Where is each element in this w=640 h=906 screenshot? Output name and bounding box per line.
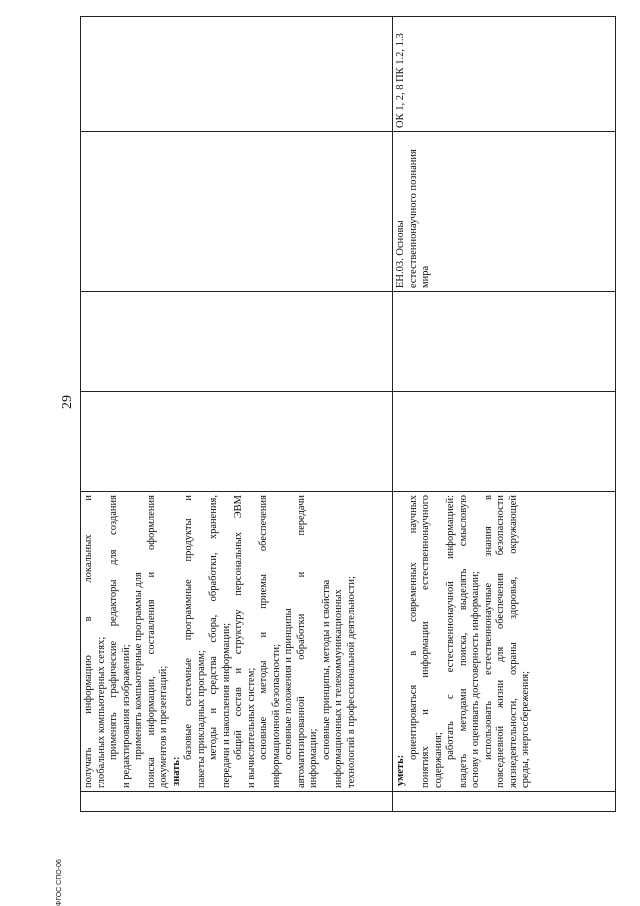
text-line: основу и оценивать достоверность информации; — [470, 571, 481, 788]
text-line: основные положения и принципы — [283, 608, 294, 760]
text-line: понятиях и информации естественнонаучного — [420, 495, 431, 788]
hours-discipline-cell — [393, 292, 616, 392]
section-heading: уметь: — [395, 754, 406, 786]
knowledge-cell — [393, 492, 616, 792]
text-line: методы и средства сбора, обработки, хранения, — [208, 495, 219, 760]
competencies-cell — [393, 17, 616, 132]
text-line: передачи и накопления информации; — [220, 622, 232, 788]
discipline-cell — [393, 132, 616, 292]
index-cell — [81, 792, 393, 812]
text-line: автоматизированной обработки и передачи — [295, 495, 307, 788]
text-line: применять графические редакторы для создания — [108, 495, 119, 760]
discipline-cell — [81, 132, 393, 292]
text-line: жизнедеятельности, охраны здоровья, окружающей — [507, 495, 519, 788]
text-line: среды, энергосбережения; — [520, 671, 531, 788]
index-cell — [393, 792, 616, 812]
text-line: получать информацию в локальных и — [83, 495, 94, 788]
competencies-cell — [81, 17, 393, 132]
discipline-name: ЕН.03. Основы естественнонаучного познания мира — [395, 149, 431, 288]
text-line: использовать естественнонаучные знания в — [482, 495, 494, 760]
text-line: глобальных компьютерных сетях; — [95, 636, 107, 788]
text-line: пакеты прикладных программ; — [195, 650, 207, 788]
knowledge-cell — [81, 492, 393, 792]
text-line: повседневной жизни для обеспечения безопасности — [495, 495, 506, 788]
text-line: информационной безопасности; — [270, 643, 282, 788]
text-line: основные методы и приемы обеспечения — [258, 495, 269, 760]
text-line: технологий в профессиональной деятельности; — [345, 576, 357, 788]
hours-cell — [81, 392, 393, 492]
text-line: общий состав и структуру персональных ЭВМ — [233, 495, 244, 760]
text-line: информации; — [308, 728, 319, 788]
text-line: и вычислительных систем; — [245, 667, 257, 788]
text-line: содержания; — [432, 732, 444, 788]
text-line: основные принципы, методы и свойства — [320, 579, 332, 760]
hours-discipline-cell — [81, 292, 393, 392]
page-number: 29 — [60, 395, 75, 409]
table-row — [393, 17, 616, 812]
section-heading: знать: — [170, 756, 182, 786]
text-line: и редактирования изображений; — [120, 644, 132, 788]
competency-codes: ОК 1, 2, 8 ПК 1.2, 1.3 — [395, 33, 406, 128]
text-line: работать с естественнонаучной информацией: — [445, 495, 456, 760]
standard-requirements-table — [80, 16, 616, 812]
hours-cell — [393, 392, 616, 492]
text-line: ориентироваться в современных научных — [407, 495, 419, 760]
text-line: базовые системные программные продукты и — [183, 495, 194, 760]
text-line: документов и презентаций; — [158, 665, 169, 788]
table-row — [81, 17, 393, 812]
text-line: информационных и телекоммуникационных — [333, 589, 344, 788]
text-line: поиска информации, составления и оформления — [145, 495, 157, 788]
landscape-page — [60, 17, 605, 812]
footer-code: ФГОС СПО-06 — [56, 859, 63, 906]
text-line: применять компьютерные программы для — [133, 572, 144, 760]
text-line: владеть методами поиска, выделять смысловую — [457, 495, 469, 788]
